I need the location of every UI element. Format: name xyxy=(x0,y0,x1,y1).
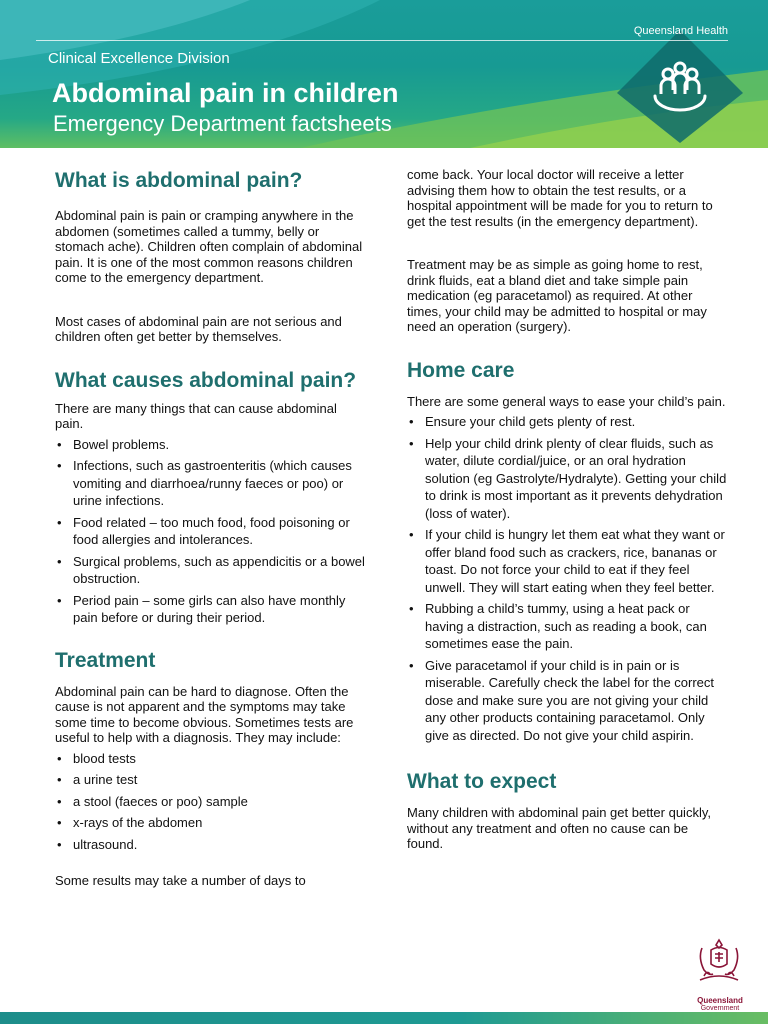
crest-line-1: Queensland xyxy=(697,996,743,1005)
list-item: • Period pain – some girls can also have monthly pain before or during their period. xyxy=(55,592,365,627)
expect-paragraph: Many children with abdominal pain get better quickly, without any treatment and often no cause can be found. xyxy=(407,805,711,851)
treatment-paragraph-1: Abdominal pain can be hard to diagnose. Often the cause is not apparent and the symptoms may take some time to become obvious. Sometimes tests are useful to help with a diagnosis. They may include: xyxy=(55,683,354,745)
list-item: • Give paracetamol if your child is in pain or is miserable. Carefully check the label for the correct dose and make sure you are not giving your child any other products containing paracetamol. Only give as directed. Do not give your child aspirin. xyxy=(407,657,727,745)
page-subtitle: Emergency Department factsheets xyxy=(53,111,392,136)
right-column xyxy=(407,167,727,852)
tests-list xyxy=(55,750,365,854)
footer-bar xyxy=(0,1012,768,1024)
what-paragraph-1: Abdominal pain is pain or cramping anywhere in the abdomen (sometimes called a tummy, belly or stomach ache). Children often complain of abdominal pain. It is one of the most common reasons children come to the emergency department. xyxy=(55,208,363,285)
list-item: • a urine test xyxy=(55,771,365,789)
list-item: • ultrasound. xyxy=(55,836,365,854)
queensland-crest-icon xyxy=(694,936,744,994)
list-item: • a stool (faeces or poo) sample xyxy=(55,793,365,811)
treatment-paragraph-3: Treatment may be as simple as going home to rest, drink fluids, eat a bland diet and take simple pain medication (eg paracetamol) as required. At other times, your child may be admitted to hospital or may need an operation (surgery). xyxy=(407,257,707,334)
home-intro: There are some general ways to ease your child’s pain. xyxy=(407,393,726,409)
list-item: • x-rays of the abdomen xyxy=(55,814,365,832)
what-paragraph-2: Most cases of abdominal pain are not serious and children often get better by themselves. xyxy=(55,313,342,344)
crest-line-2: Government xyxy=(700,1005,740,1012)
list-item: • blood tests xyxy=(55,750,365,768)
home-care-list xyxy=(407,413,727,744)
division-name: Clinical Excellence Division xyxy=(48,50,230,67)
heading-causes: What causes abdominal pain? xyxy=(55,368,357,392)
causes-intro: There are many things that can cause abdominal pain. xyxy=(55,400,337,431)
causes-list xyxy=(55,436,365,627)
list-item: • Bowel problems. xyxy=(55,436,365,454)
crest-wordmark xyxy=(690,997,750,1013)
heading-home-care: Home care xyxy=(407,358,515,382)
page-title: Abdominal pain in children xyxy=(52,78,399,108)
list-item: • Food related – too much food, food poisoning or food allergies and intolerances. xyxy=(55,514,365,549)
org-name: Queensland Health xyxy=(633,25,728,37)
list-item: • Rubbing a child’s tummy, using a heat pack or having a distraction, such as reading a book, can sometimes ease the pain. xyxy=(407,600,727,653)
treatment-paragraph-2: Some results may take a number of days to xyxy=(55,873,306,888)
people-circle-icon xyxy=(637,60,723,116)
list-item: • Help your child drink plenty of clear fluids, such as water, dilute cordial/juice, or an oral hydration solution (eg Gastrolyte/Hydralyte). Getting your child to drink is most important as it prevents dehydration (loss of water). xyxy=(407,435,727,523)
header-banner xyxy=(0,0,768,148)
continued-paragraph: come back. Your local doctor will receive a letter advising them how to obtain the test results, or a hospital appointment will be made for you to return to get the test results (in the emergency department). xyxy=(407,167,713,229)
list-item: • Ensure your child gets plenty of rest. xyxy=(407,413,727,431)
list-item: • Infections, such as gastroenteritis (which causes vomiting and diarrhoea/runny faeces or poo) or urine infections. xyxy=(55,457,365,510)
heading-what-to-expect: What to expect xyxy=(407,770,557,793)
list-item: • Surgical problems, such as appendicitis or a bowel obstruction. xyxy=(55,553,365,588)
left-column xyxy=(55,160,365,889)
heading-treatment: Treatment xyxy=(55,648,156,672)
header-divider xyxy=(36,40,728,41)
list-item: • If your child is hungry let them eat what they want or offer bland food such as crackers, rice, bananas or toast. Do not force your child to eat if they feel unwell. They will start eating when they feel better. xyxy=(407,526,727,596)
heading-what-is: What is abdominal pain? xyxy=(55,169,303,192)
